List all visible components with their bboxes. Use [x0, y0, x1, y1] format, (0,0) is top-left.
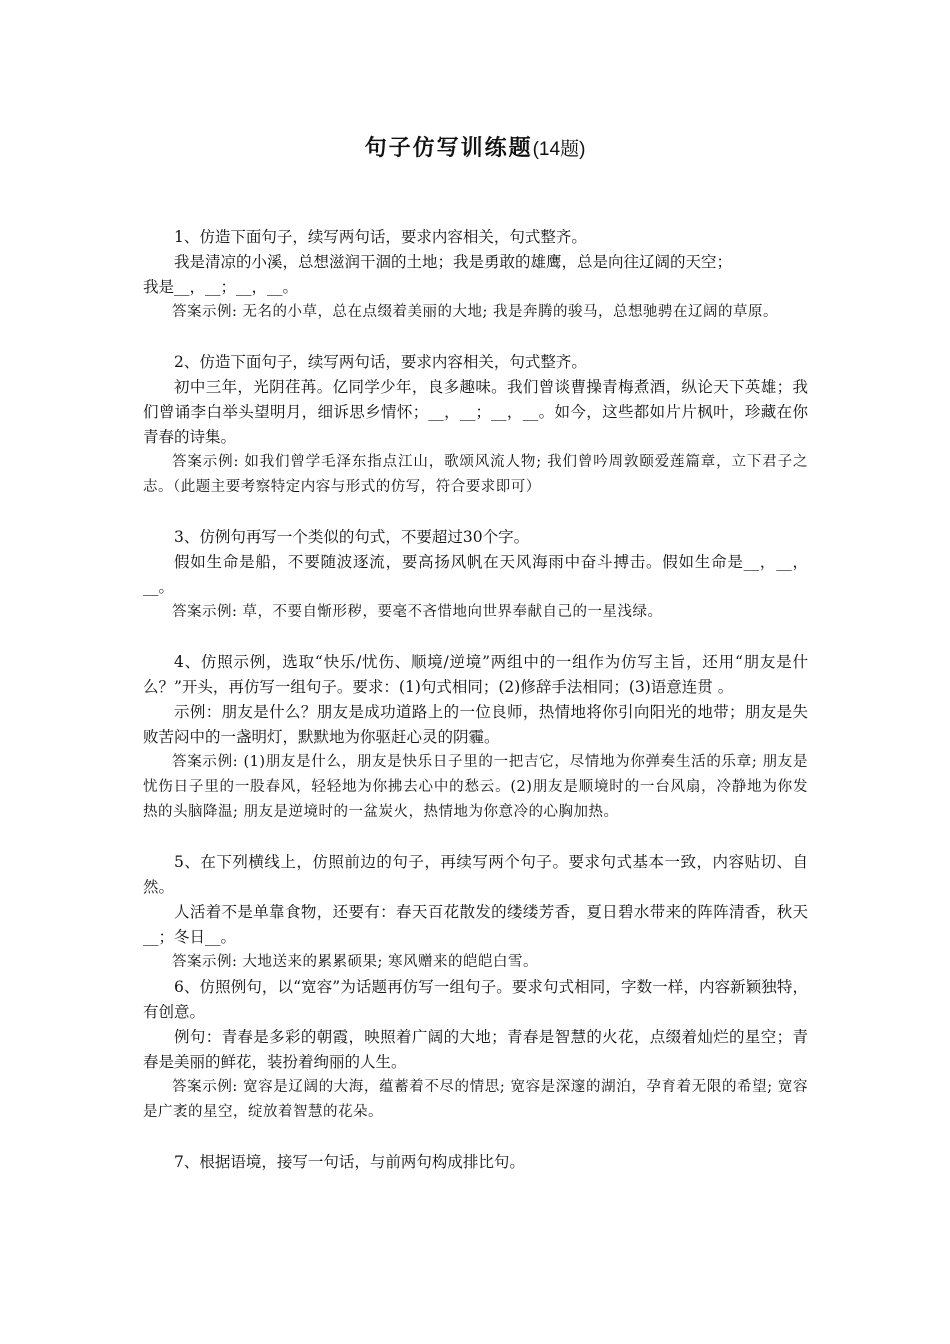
q2-answer: 答案示例: 如我们曾学毛泽东指点江山，歌颂风流人物; 我们曾吟周敦颐爱莲篇章，立下君子之志。（此题主要考察特定内容与形式的仿写，符合要求即可）	[143, 454, 808, 495]
q5-prompt: 5、在下列横线上，仿照前边的句子，再续写两个句子。要求句式基本一致，内容贴切、自然。	[143, 853, 808, 896]
q6-prompt: 6、仿照例句，以“宽容”为话题再仿写一组句子。要求句式相同，字数一样，内容新颖独特，有创意。	[143, 978, 808, 1021]
q1-blank: 我是__，__；__，__。	[143, 278, 299, 296]
q5-passage: 人活着不是单靠食物，还要有：春天百花散发的缕缕芳香，夏日碧水带来的阵阵清香，秋天__；冬日__。	[143, 903, 808, 946]
q2-passage: 初中三年，光阴荏苒。亿同学少年，良多趣味。我们曾谈曹操青梅煮酒，纵论天下英雄；我们曾诵李白举头望明月，细诉思乡情怀；__，__；__，__。如今，这些都如片片枫叶，珍藏在你青春的诗集。	[143, 378, 808, 446]
title-count: (14题)	[532, 139, 586, 160]
q4-example: 示例：朋友是什么？朋友是成功道路上的一位良师，热情地将你引向阳光的地带；朋友是失败苦闷中的一盏明灯，默默地为你驱赶心灵的阴霾。	[143, 703, 808, 746]
title-main: 句子仿写训练题	[364, 135, 533, 161]
document-body	[143, 225, 808, 1175]
q1-answer: 答案示例: 无名的小草，总在点缀着美丽的大地; 我是奔腾的骏马，总想驰骋在辽阔的草原。	[172, 304, 778, 320]
q3-answer: 答案示例: 草，不要自惭形秽，要毫不吝惜地向世界奉献自己的一星浅绿。	[172, 604, 663, 620]
q6-example: 例句：青春是多彩的朝霞，映照着广阔的大地；青春是智慧的火花，点缀着灿烂的星空；青春是美丽的鲜花，装扮着绚丽的人生。	[143, 1028, 808, 1071]
q1-sentence: 我是清凉的小溪，总想滋润干涸的土地；我是勇敢的雄鹰，总是向往辽阔的天空；	[174, 253, 733, 271]
q4-answer: 答案示例: (1)朋友是什么，朋友是快乐日子里的一把吉它，尽情地为你弹奏生活的乐章; 朋友是忧伤日子里的一股春风，轻轻地为你拂去心中的愁云。(2)朋友是顺境时的一台风扇，冷静地为你发热的头脑降温; 朋友是逆境时的一盆炭火，热情地为你意冷的心胸加热。	[143, 754, 808, 820]
q5-answer: 答案示例: 大地送来的累累硕果; 寒风赠来的皑皑白雪。	[172, 954, 538, 970]
q3-prompt: 3、仿例句再写一个类似的句式，不要超过30个字。	[174, 528, 530, 546]
q7-prompt: 7、根据语境，接写一句话，与前两句构成排比句。	[174, 1153, 525, 1171]
q4-prompt: 4、仿照示例，选取“快乐/忧伤、顺境/逆境”两组中的一组作为仿写主旨，还用“朋友是什么？”开头，再仿写一组句子。要求：(1)句式相同；(2)修辞手法相同；(3)语意连贯 。	[143, 653, 808, 696]
q2-prompt: 2、仿造下面句子，续写两句话，要求内容相关，句式整齐。	[174, 353, 587, 371]
page-title	[0, 131, 950, 167]
q3-passage: 假如生命是船，不要随波逐流，要高扬风帆在天风海雨中奋斗搏击。假如生命是__，__，__。	[143, 553, 808, 596]
q1-prompt: 1、仿造下面句子，续写两句话，要求内容相关，句式整齐。	[174, 228, 587, 246]
q6-answer: 答案示例: 宽容是辽阔的大海，蕴蓄着不尽的情思; 宽容是深邃的湖泊，孕育着无限的希望; 宽容是广袤的星空，绽放着智慧的花朵。	[143, 1079, 808, 1120]
